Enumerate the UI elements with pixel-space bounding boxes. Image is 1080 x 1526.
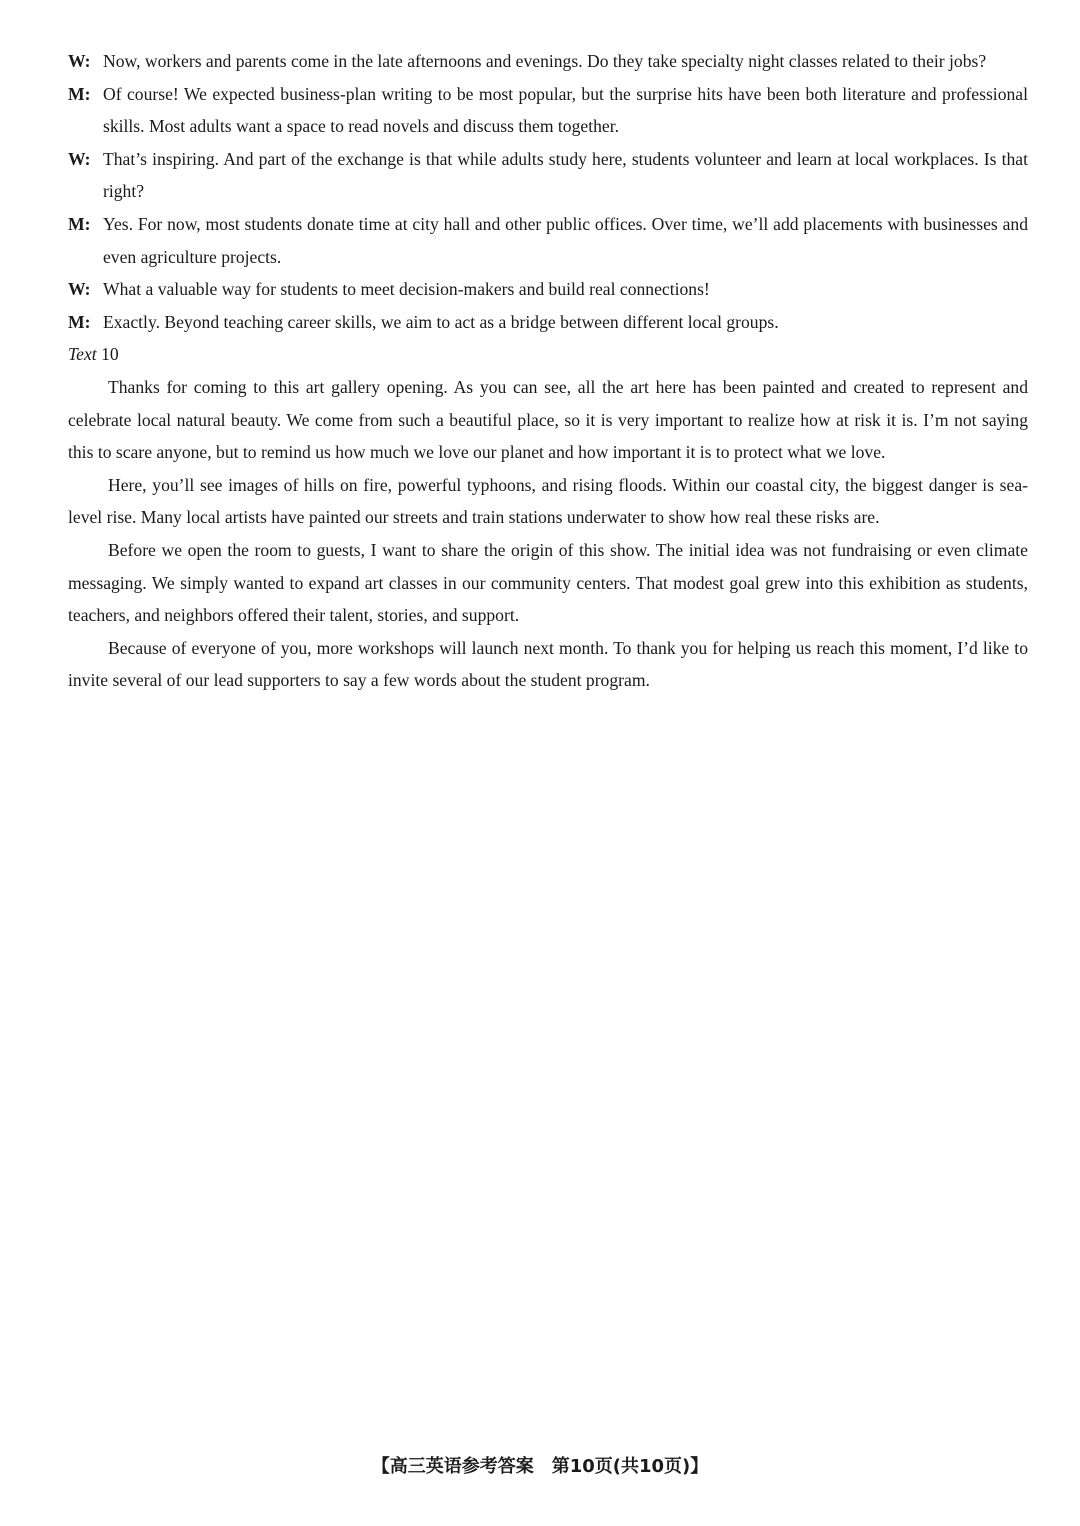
paragraph: Because of everyone of you, more workshops will launch next month. To thank you for helping us reach this moment, I’d like to invite several of our lead supporters to say a few words about the student program. xyxy=(68,637,1028,691)
dialogue-text: Now, workers and parents come in the late afternoons and evenings. Do they take specialty night classes related to their jobs? xyxy=(103,51,987,71)
section-title xyxy=(68,338,1028,371)
speaker-label: M: xyxy=(68,311,91,332)
paragraph: Here, you’ll see images of hills on fire, powerful typhoons, and rising floods. Within our coastal city, the biggest danger is sea-level rise. Many local artists have painted our streets and train stations underwater to show how real these risks are. xyxy=(68,474,1028,528)
dialogue-text: Of course! We expected business-plan writing to be most popular, but the surprise hits have been both literature and professional skills. Most adults want a space to read novels and discuss them together. xyxy=(103,83,1028,137)
paragraph: Before we open the room to guests, I want to share the origin of this show. The initial idea was not fundraising or even climate messaging. We simply wanted to expand art classes in our community centers. That modest goal grew into this exhibition as students, teachers, and neighbors offered their talent, stories, and support. xyxy=(68,539,1028,626)
speaker-label: M: xyxy=(68,83,91,104)
dialogue-text: Yes. For now, most students donate time at city hall and other public offices. Over time, we’ll add placements with businesses and even agriculture projects. xyxy=(103,213,1028,267)
speaker-label: W: xyxy=(68,279,91,300)
page-footer: 【高三英语参考答案 第10页(共10页)】 xyxy=(371,1456,709,1477)
dialogue-line xyxy=(68,143,1028,208)
dialogue-line xyxy=(68,208,1028,273)
dialogue-line xyxy=(68,45,1028,78)
paragraph: Thanks for coming to this art gallery opening. As you can see, all the art here has been painted and created to represent and celebrate local natural beauty. We come from such a beautiful place, so it is very important to realize how at risk it is. I’m not saying this to scare anyone, but to remind us how much we love our planet and how important it is to protect what we love. xyxy=(68,376,1028,463)
dialogue-text: Exactly. Beyond teaching career skills, we aim to act as a bridge between different local groups. xyxy=(103,311,779,332)
dialogue-line xyxy=(68,273,1028,306)
dialogue-line xyxy=(68,306,1028,339)
dialogue-text: That’s inspiring. And part of the exchange is that while adults study here, students volunteer and learn at local workplaces. Is that right? xyxy=(103,148,1028,202)
speaker-label: W: xyxy=(68,51,91,71)
speaker-label: W: xyxy=(68,148,91,169)
section-title-number: 10 xyxy=(96,344,119,365)
dialogue-line xyxy=(68,78,1028,143)
speaker-label: M: xyxy=(68,213,91,234)
section-title-word: Text xyxy=(68,344,97,365)
dialogue-text: What a valuable way for students to meet decision-makers and build real connections! xyxy=(103,279,710,300)
page-content xyxy=(68,45,1028,697)
